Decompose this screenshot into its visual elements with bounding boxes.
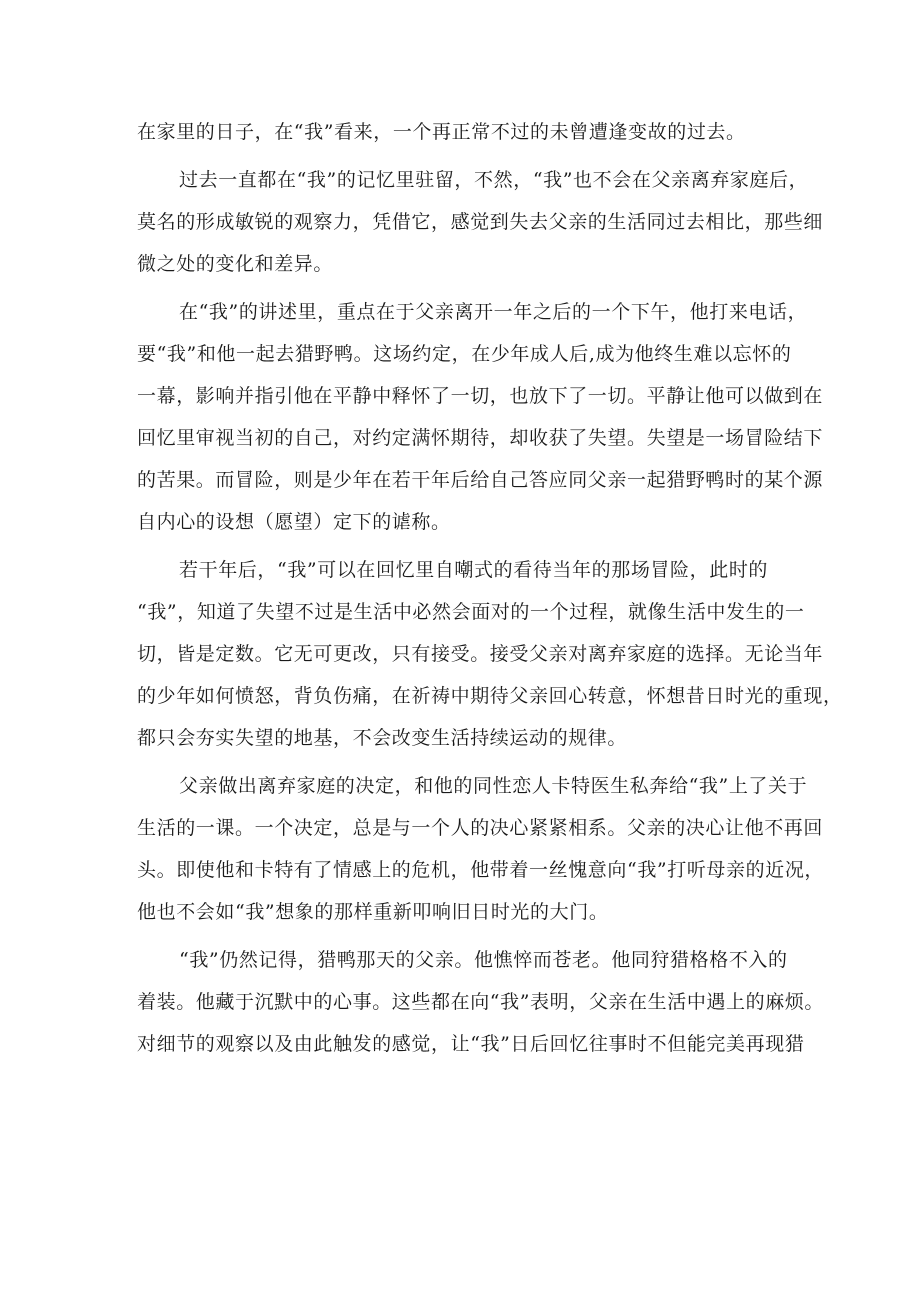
text-line: 着装。他藏于沉默中的心事。这些都在向“我”表明，父亲在生活中遇上的麻烦。 — [137, 991, 825, 1013]
text-line: 过去一直都在“我”的记忆里驻留，不然，“我”也不会在父亲离弃家庭后， — [179, 169, 809, 191]
paragraph-1 — [137, 111, 797, 153]
text-line: 对细节的观察以及由此触发的感觉，让“我”日后回忆往事时不但能完美再现猎 — [137, 1033, 805, 1055]
text-line: 他也不会如“我”想象的那样重新叩响旧日时光的大门。 — [137, 901, 609, 923]
text-line: 要“我”和他一起去猎野鸭。这场约定，在少年成人后,成为他终生难以忘怀的 — [137, 343, 792, 365]
text-line: 自内心的设想（愿望）定下的谑称。 — [137, 511, 451, 533]
paragraph-3 — [137, 291, 824, 543]
text-line: 回忆里审视当初的自己，对约定满怀期待，却收获了失望。失望是一场冒险结下 — [137, 427, 824, 449]
paragraph-5 — [137, 765, 825, 933]
text-line: 在“我”的讲述里，重点在于父亲离开一年之后的一个下午，他打来电话， — [179, 301, 808, 323]
document-body — [137, 111, 843, 1065]
text-line: 的苦果。而冒险，则是少年在若干年后给自己答应同父亲一起猎野鸭时的某个源 — [137, 469, 824, 491]
text-line: 都只会夯实失望的地基，不会改变生活持续运动的规律。 — [137, 727, 628, 749]
text-line: 头。即使他和卡特有了情感上的危机，他带着一丝愧意向“我”打听母亲的近况， — [137, 859, 825, 881]
text-line: “我”仍然记得，猎鸭那天的父亲。他憔悴而苍老。他同狩猎格格不入的 — [179, 949, 788, 971]
text-line: “我”，知道了失望不过是生活中必然会面对的一个过程，就像生活中发生的一 — [137, 601, 805, 623]
paragraph-6 — [137, 939, 825, 1065]
text-line: 若干年后，“我”可以在回忆里自嘲式的看待当年的那场冒险，此时的 — [179, 559, 769, 581]
text-line: 切，皆是定数。它无可更改，只有接受。接受父亲对离弃家庭的选择。无论当年 — [137, 643, 824, 665]
text-line: 生活的一课。一个决定，总是与一个人的决心紧紧相系。父亲的决心让他不再回 — [137, 817, 824, 839]
text-line: 父亲做出离弃家庭的决定，和他的同性恋人卡特医生私奔给“我”上了关于 — [179, 775, 808, 797]
text-line: 一幕，影响并指引他在平静中释怀了一切，也放下了一切。平静让他可以做到在 — [137, 385, 824, 407]
text-line: 在家里的日子，在“我”看来，一个再正常不过的未曾遭逢变故的过去。 — [137, 121, 746, 143]
text-line: 莫名的形成敏锐的观察力，凭借它，感觉到失去父亲的生活同过去相比，那些细 — [137, 211, 824, 233]
paragraph-2 — [137, 159, 824, 285]
text-line: 的少年如何愤怒，背负伤痛，在祈祷中期待父亲回心转意，怀想昔日时光的重现， — [137, 685, 843, 707]
paragraph-4 — [137, 549, 843, 759]
text-line: 微之处的变化和差异。 — [137, 253, 334, 275]
